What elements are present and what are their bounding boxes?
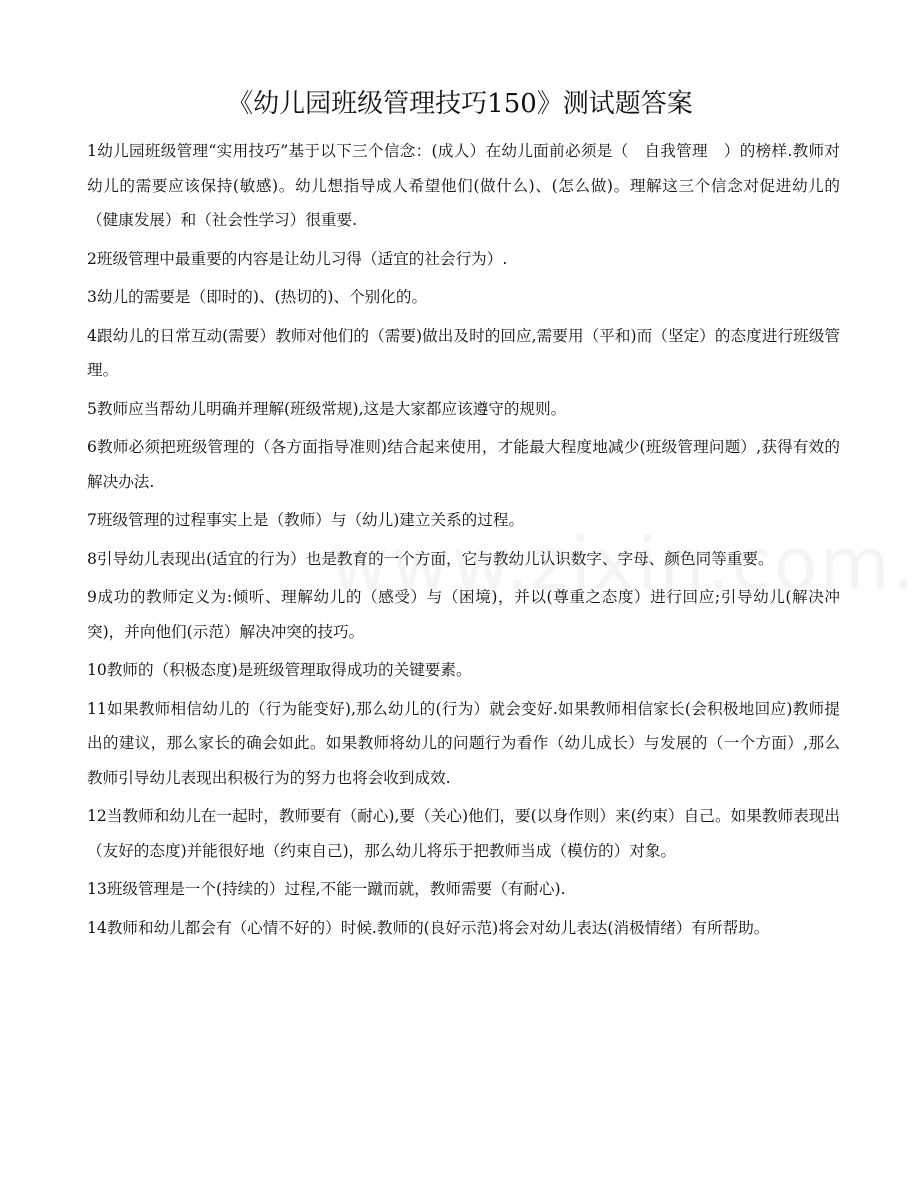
paragraph-5: 5教师应当帮幼儿明确并理解(班级常规),这是大家都应该遵守的规则。 — [87, 399, 567, 418]
paragraph-9: 9成功的教师定义为:倾听、理解幼儿的（感受）与（困境)，并以(尊重之态度）进行回应;引导幼儿(解决冲突)，并向他们(示范）解决冲突的技巧。 — [87, 588, 840, 641]
paragraph-12: 12当教师和幼儿在一起时，教师要有（耐心),要（关心)他们，要(以身作则）来(约束）自己。如果教师表现出（友好的态度)并能很好地（约束自己)，那么幼儿将乐于把教师当成（模仿的）对象。 — [87, 807, 840, 860]
paragraph-14: 14教师和幼儿都会有（心情不好的）时候.教师的(良好示范)将会对幼儿表达(消极情绪）有所帮助。 — [87, 918, 770, 937]
paragraph-13: 13班级管理是一个(持续的）过程,不能一蹴而就，教师需要（有耐心). — [87, 880, 566, 898]
paragraph-8: 8引导幼儿表现出(适宜的行为）也是教育的一个方面，它与教幼儿认识数字、字母、颜色同等重要。 — [87, 549, 774, 568]
paragraph-10: 10教师的（积极态度)是班级管理取得成功的关键要素。 — [87, 661, 472, 679]
document-body — [87, 134, 840, 949]
paragraph-11: 11如果教师相信幼儿的（行为能变好),那么幼儿的(行为）就会变好.如果教师相信家长(会积极地回应)教师提出的建议，那么家长的确会如此。如果教师将幼儿的问题行为看作（幼儿成长）与发展的（一个方面）,那么教师引导幼儿表现出积极行为的努力也将会收到成效. — [87, 699, 840, 787]
paragraph-4: 4跟幼儿的日常互动(需要）教师对他们的（需要)做出及时的回应,需要用（平和)而（坚定）的态度进行班级管理。 — [87, 326, 840, 379]
document-title: 《幼儿园班级管理技巧150》测试题答案 — [227, 89, 693, 119]
paragraph-6: 6教师必须把班级管理的（各方面指导准则)结合起来使用，才能最大程度地减少(班级管理问题）,获得有效的解决办法. — [87, 438, 840, 491]
paragraph-2: 2班级管理中最重要的内容是让幼儿习得（适宜的社会行为）. — [87, 249, 508, 268]
paragraph-3: 3幼儿的需要是（即时的)、(热切的)、个别化的。 — [87, 288, 428, 306]
paragraph-1: 1幼儿园班级管理“实用技巧”基于以下三个信念：(成人）在幼儿面前必须是（ 自我管理 ）的榜样.教师对幼儿的需要应该保持(敏感)。幼儿想指导成人希望他们(做什么)、(怎么做)。理解这三个信念对促进幼儿的（健康发展）和（社会性学习）很重要. — [87, 142, 840, 229]
paragraph-7: 7班级管理的过程事实上是（教师）与（幼儿)建立关系的过程。 — [87, 511, 525, 529]
